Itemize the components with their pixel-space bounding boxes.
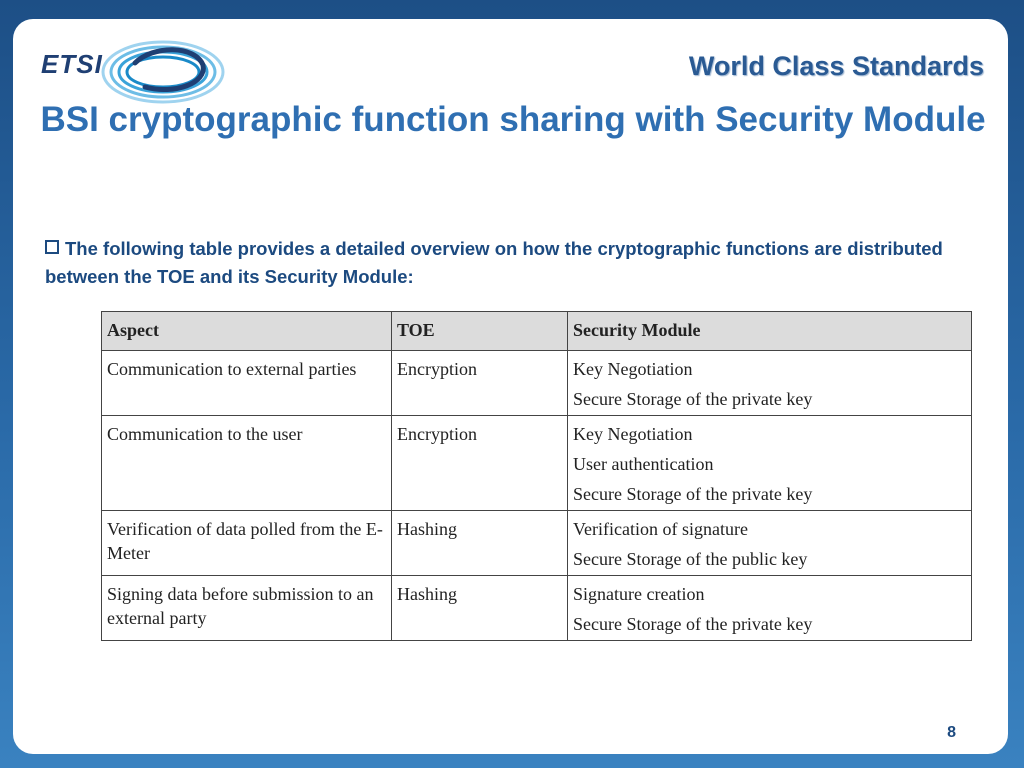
- cell-module: [568, 351, 972, 416]
- header-toe: TOE: [392, 312, 568, 351]
- module-item: Secure Storage of the public key: [573, 549, 808, 569]
- cell-aspect: Communication to the user: [102, 416, 392, 511]
- module-item: Secure Storage of the private key: [573, 614, 813, 634]
- crypto-function-table: [101, 311, 972, 641]
- module-item: Secure Storage of the private key: [573, 484, 813, 504]
- table-row: [102, 351, 972, 416]
- page-number: 8: [947, 724, 956, 741]
- intro-text: The following table provides a detailed overview on how the cryptographic functions are distributed between the TOE and its Security Module:: [45, 238, 943, 287]
- table-row: [102, 511, 972, 576]
- table-row: [102, 416, 972, 511]
- cell-module: [568, 416, 972, 511]
- table-row: [102, 576, 972, 641]
- cell-toe: Encryption: [392, 416, 568, 511]
- slide: [13, 19, 1008, 754]
- cell-aspect: Communication to external parties: [102, 351, 392, 416]
- module-item: Secure Storage of the private key: [573, 389, 813, 409]
- cell-aspect: Signing data before submission to an external party: [102, 576, 392, 641]
- cell-module: [568, 576, 972, 641]
- cell-aspect: Verification of data polled from the E-Meter: [102, 511, 392, 576]
- table-header-row: [102, 312, 972, 351]
- module-item: Key Negotiation: [573, 359, 693, 379]
- module-item: Signature creation: [573, 584, 705, 604]
- cell-toe: Hashing: [392, 576, 568, 641]
- intro-bullet: [45, 235, 945, 291]
- module-item: User authentication: [573, 454, 714, 474]
- page-title: BSI cryptographic function sharing with Security Module: [40, 100, 986, 139]
- module-item: Key Negotiation: [573, 424, 693, 444]
- checkbox-bullet-icon: [45, 240, 59, 254]
- cell-toe: Hashing: [392, 511, 568, 576]
- header-security-module: Security Module: [568, 312, 972, 351]
- etsi-logo-text: ETSI: [41, 49, 103, 79]
- tagline: World Class Standards: [688, 51, 984, 81]
- cell-toe: Encryption: [392, 351, 568, 416]
- module-item: Verification of signature: [573, 519, 748, 539]
- header-aspect: Aspect: [102, 312, 392, 351]
- cell-module: [568, 511, 972, 576]
